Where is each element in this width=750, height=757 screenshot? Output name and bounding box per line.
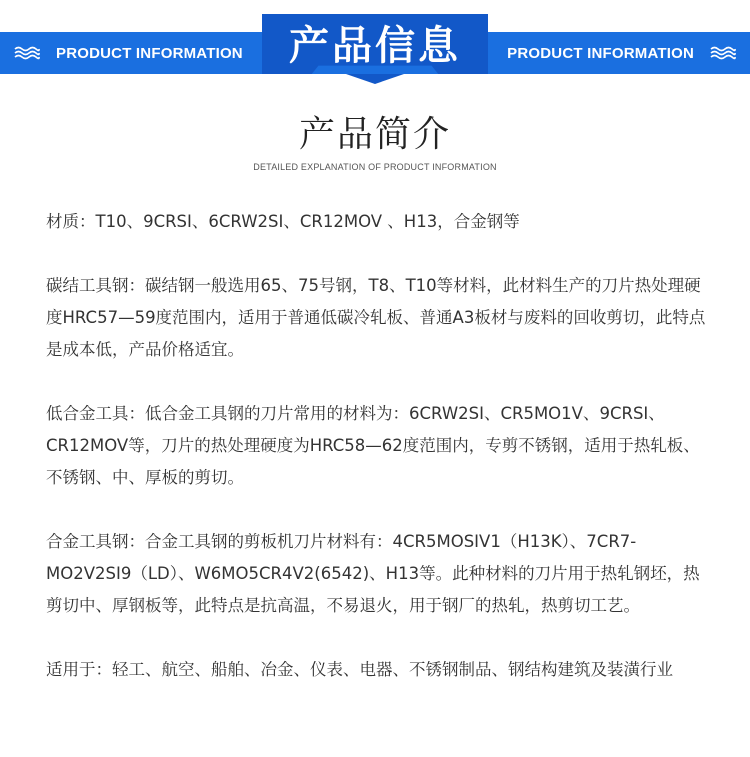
section-subtitle: DETAILED EXPLANATION OF PRODUCT INFORMATION — [253, 162, 497, 172]
paragraph-material: 材质：T10、9CRSI、6CRW2SI、CR12MOV 、H13，合金钢等 — [46, 212, 520, 231]
banner-right-label: PRODUCT INFORMATION — [507, 44, 694, 62]
page-title: 产品信息 — [289, 22, 461, 69]
banner-left — [14, 32, 243, 74]
section-title: 产品简介 — [298, 114, 451, 155]
product-description — [46, 206, 706, 686]
title-tab-notch — [346, 74, 404, 84]
banner-right — [507, 32, 736, 74]
wave-icon — [14, 46, 40, 60]
paragraph-applications: 适用于：轻工、航空、船舶、冶金、仪表、电器、不锈钢制品、钢结构建筑及装潢行业 — [46, 660, 673, 679]
wave-icon — [710, 46, 736, 60]
paragraph-low-alloy-tool: 低合金工具：低合金工具钢的刀片常用的材料为：6CRW2SI、CR5MO1V、9CRSI、CR12MOV等，刀片的热处理硬度为HRC58—62度范围内，专剪不锈钢，适用于热轧板、不锈钢、中、厚板的剪切。 — [46, 404, 700, 487]
paragraph-carbon-tool-steel: 碳结工具钢：碳结钢一般选用65、75号钢，T8、T10等材料，此材料生产的刀片热处理硬度HRC57—59度范围内，适用于普通低碳冷轧板、普通A3板材与废料的回收剪切，此特点是成本低，产品价格适宜。 — [46, 276, 706, 359]
paragraph-alloy-tool-steel: 合金工具钢：合金工具钢的剪板机刀片材料有：4CR5MOSIV1（H13K）、7CR7-MO2V2SI9（LD）、W6MO5CR4V2(6542)、H13等。此种材料的刀片用于热轧钢坯，热剪切中、厚钢板等，此特点是抗高温，不易退火，用于钢厂的热轧，热剪切工艺。 — [46, 532, 700, 615]
banner-left-label: PRODUCT INFORMATION — [56, 44, 243, 62]
